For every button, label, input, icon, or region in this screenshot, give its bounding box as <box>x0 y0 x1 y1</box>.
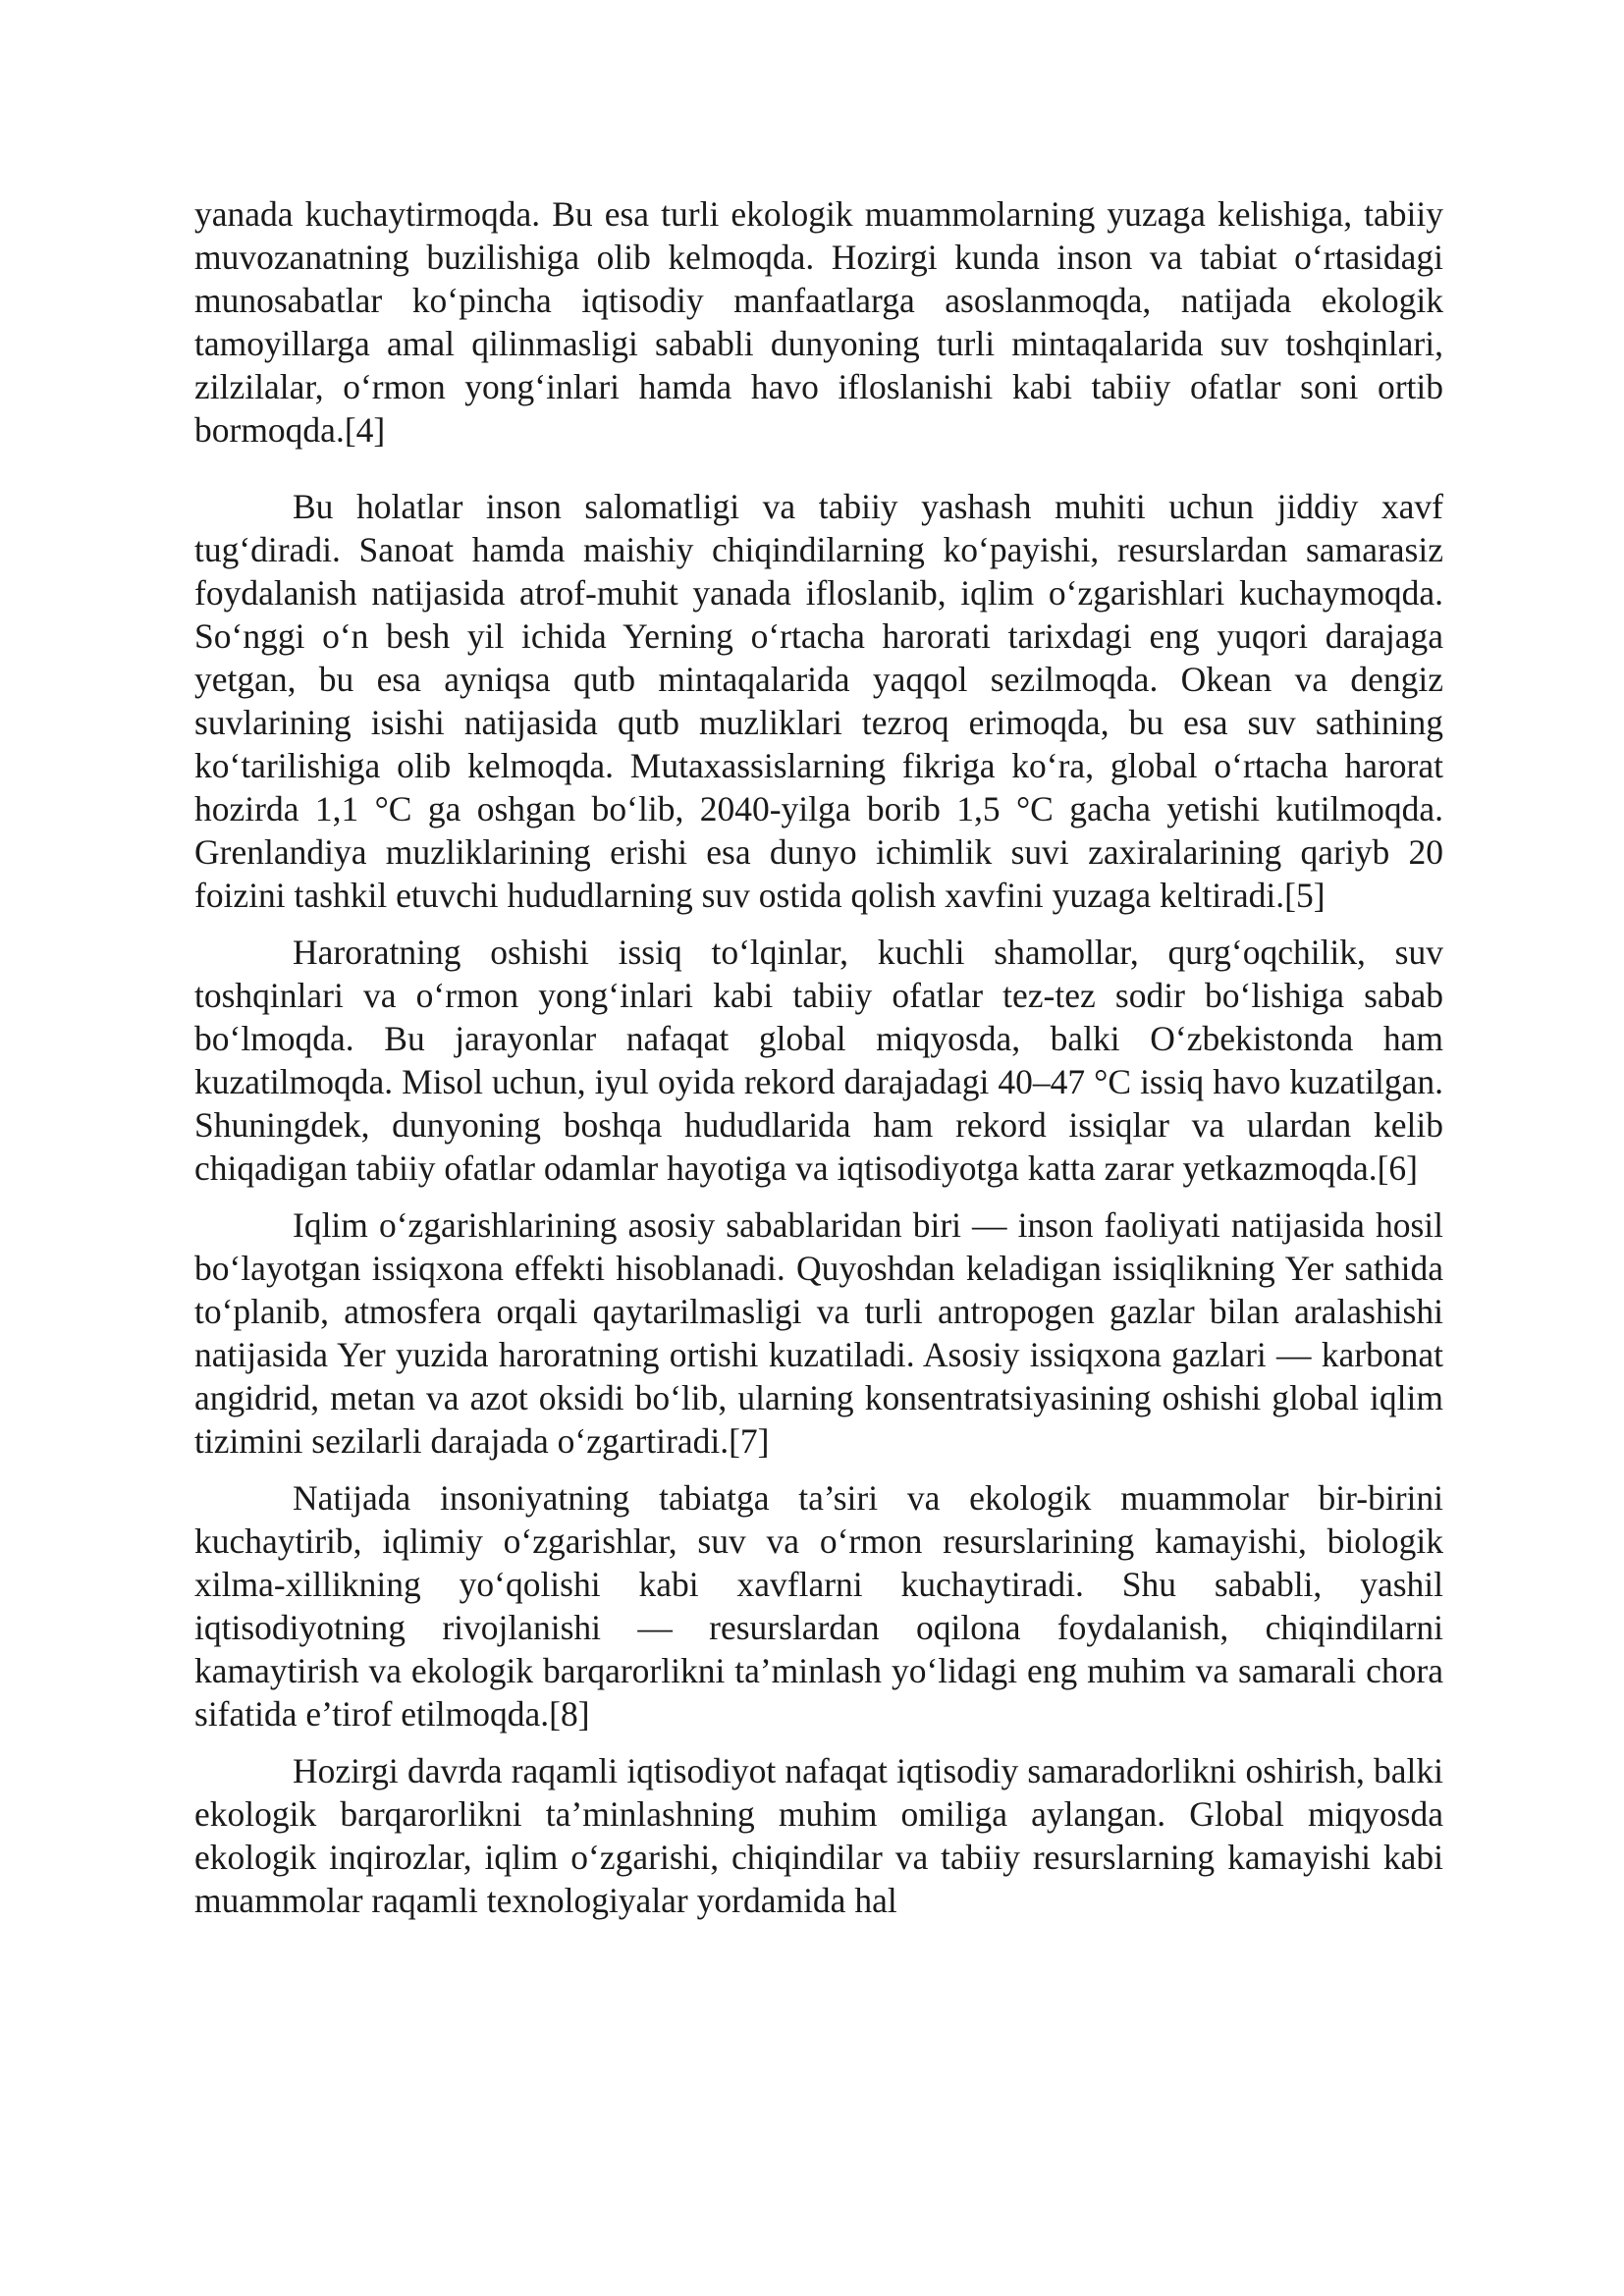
paragraph-green-economy: Natijada insoniyatning tabiatga ta’siri va ekologik muammolar bir-birini kuchaytirib, iqlimiy o‘zgarishlar, suv va o‘rmon resurslarining kamayishi, biologik xilma-xillikning yo‘qolishi kabi xavflarni kuchaytiradi. Shu sababli, yashil iqtisodiyotning rivojlanishi — resurslardan oqilona foydalanish, chiqindilarni kamaytirish va ekologik barqarorlikni ta’minlash yo‘lidagi eng muhim va samarali chora sifatida e’tirof etilmoqda.[8] <box>194 1478 1443 1734</box>
paragraph-digital-economy: Hozirgi davrda raqamli iqtisodiyot nafaqat iqtisodiy samaradorlikni oshirish, balki ekologik barqarorlikni ta’minlashning muhim omiliga aylangan. Global miqyosda ekologik inqirozlar, iqlim o‘zgarishi, chiqindilar va tabiiy resurslarning kamayishi kabi muammolar raqamli texnologiyalar yordamida hal <box>194 1751 1443 1920</box>
paragraph-health-risks: Bu holatlar inson salomatligi va tabiiy yashash muhiti uchun jiddiy xavf tug‘diradi. Sanoat hamda maishiy chiqindilarning ko‘payishi, resurslardan samarasiz foydalanish natijasida atrof-muhit yanada ifloslanib, iqlim o‘zgarishlari kuchaymoqda. So‘nggi o‘n besh yil ichida Yerning o‘rtacha harorati tarixdagi eng yuqori darajaga yetgan, bu esa ayniqsa qutb mintaqalarida yaqqol sezilmoqda. Okean va dengiz suvlarining isishi natijasida qutb muzliklari tezroq erimoqda, bu esa suv sathining ko‘tarilishiga olib kelmoqda. Mutaxassislarning fikriga ko‘ra, global o‘rtacha harorat hozirda 1,1 °C ga oshgan bo‘lib, 2040-yilga borib 1,5 °C gacha yetishi kutilmoqda. Grenlandiya muzliklarining erishi esa dunyo ichimlik suvi zaxiralarining qariyb 20 foizini tashkil etuvchi hududlarning suv ostida qolish xavfini yuzaga keltiradi.[5] <box>194 487 1443 915</box>
document-page <box>194 192 1443 1922</box>
paragraph-temperature-rise: Haroratning oshishi issiq to‘lqinlar, kuchli shamollar, qurg‘oqchilik, suv toshqinlari va o‘rmon yong‘inlari kabi tabiiy ofatlar tez-tez sodir bo‘lishiga sabab bo‘lmoqda. Bu jarayonlar nafaqat global miqyosda, balki O‘zbekistonda ham kuzatilmoqda. Misol uchun, iyul oyida rekord darajadagi 40–47 °C issiq havo kuzatilgan. Shuningdek, dunyoning boshqa hududlarida ham rekord issiqlar va ulardan kelib chiqadigan tabiiy ofatlar odamlar hayotiga va iqtisodiyotga katta zarar yetkazmoqda.[6] <box>194 933 1443 1188</box>
paragraph-continuation: yanada kuchaytirmoqda. Bu esa turli ekologik muammolarning yuzaga kelishiga, tabiiy muvozanatning buzilishiga olib kelmoqda. Hozirgi kunda inson va tabiat o‘rtasidagi munosabatlar ko‘pincha iqtisodiy manfaatlarga asoslanmoqda, natijada ekologik tamoyillarga amal qilinmasligi sababli dunyoning turli mintaqalarida suv toshqinlari, zilzilalar, o‘rmon yong‘inlari hamda havo ifloslanishi kabi tabiiy ofatlar soni ortib bormoqda.[4] <box>194 194 1443 450</box>
paragraph-greenhouse-effect: Iqlim o‘zgarishlarining asosiy sabablaridan biri — inson faoliyati natijasida hosil bo‘layotgan issiqxona effekti hisoblanadi. Quyoshdan keladigan issiqlikning Yer sathida to‘planib, atmosfera orqali qaytarilmasligi va turli antropogen gazlar bilan aralashishi natijasida Yer yuzida haroratning ortishi kuzatiladi. Asosiy issiqxona gazlari — karbonat angidrid, metan va azot oksidi bo‘lib, ularning konsentratsiyasining oshishi global iqlim tizimini sezilarli darajada o‘zgartiradi.[7] <box>194 1205 1443 1461</box>
